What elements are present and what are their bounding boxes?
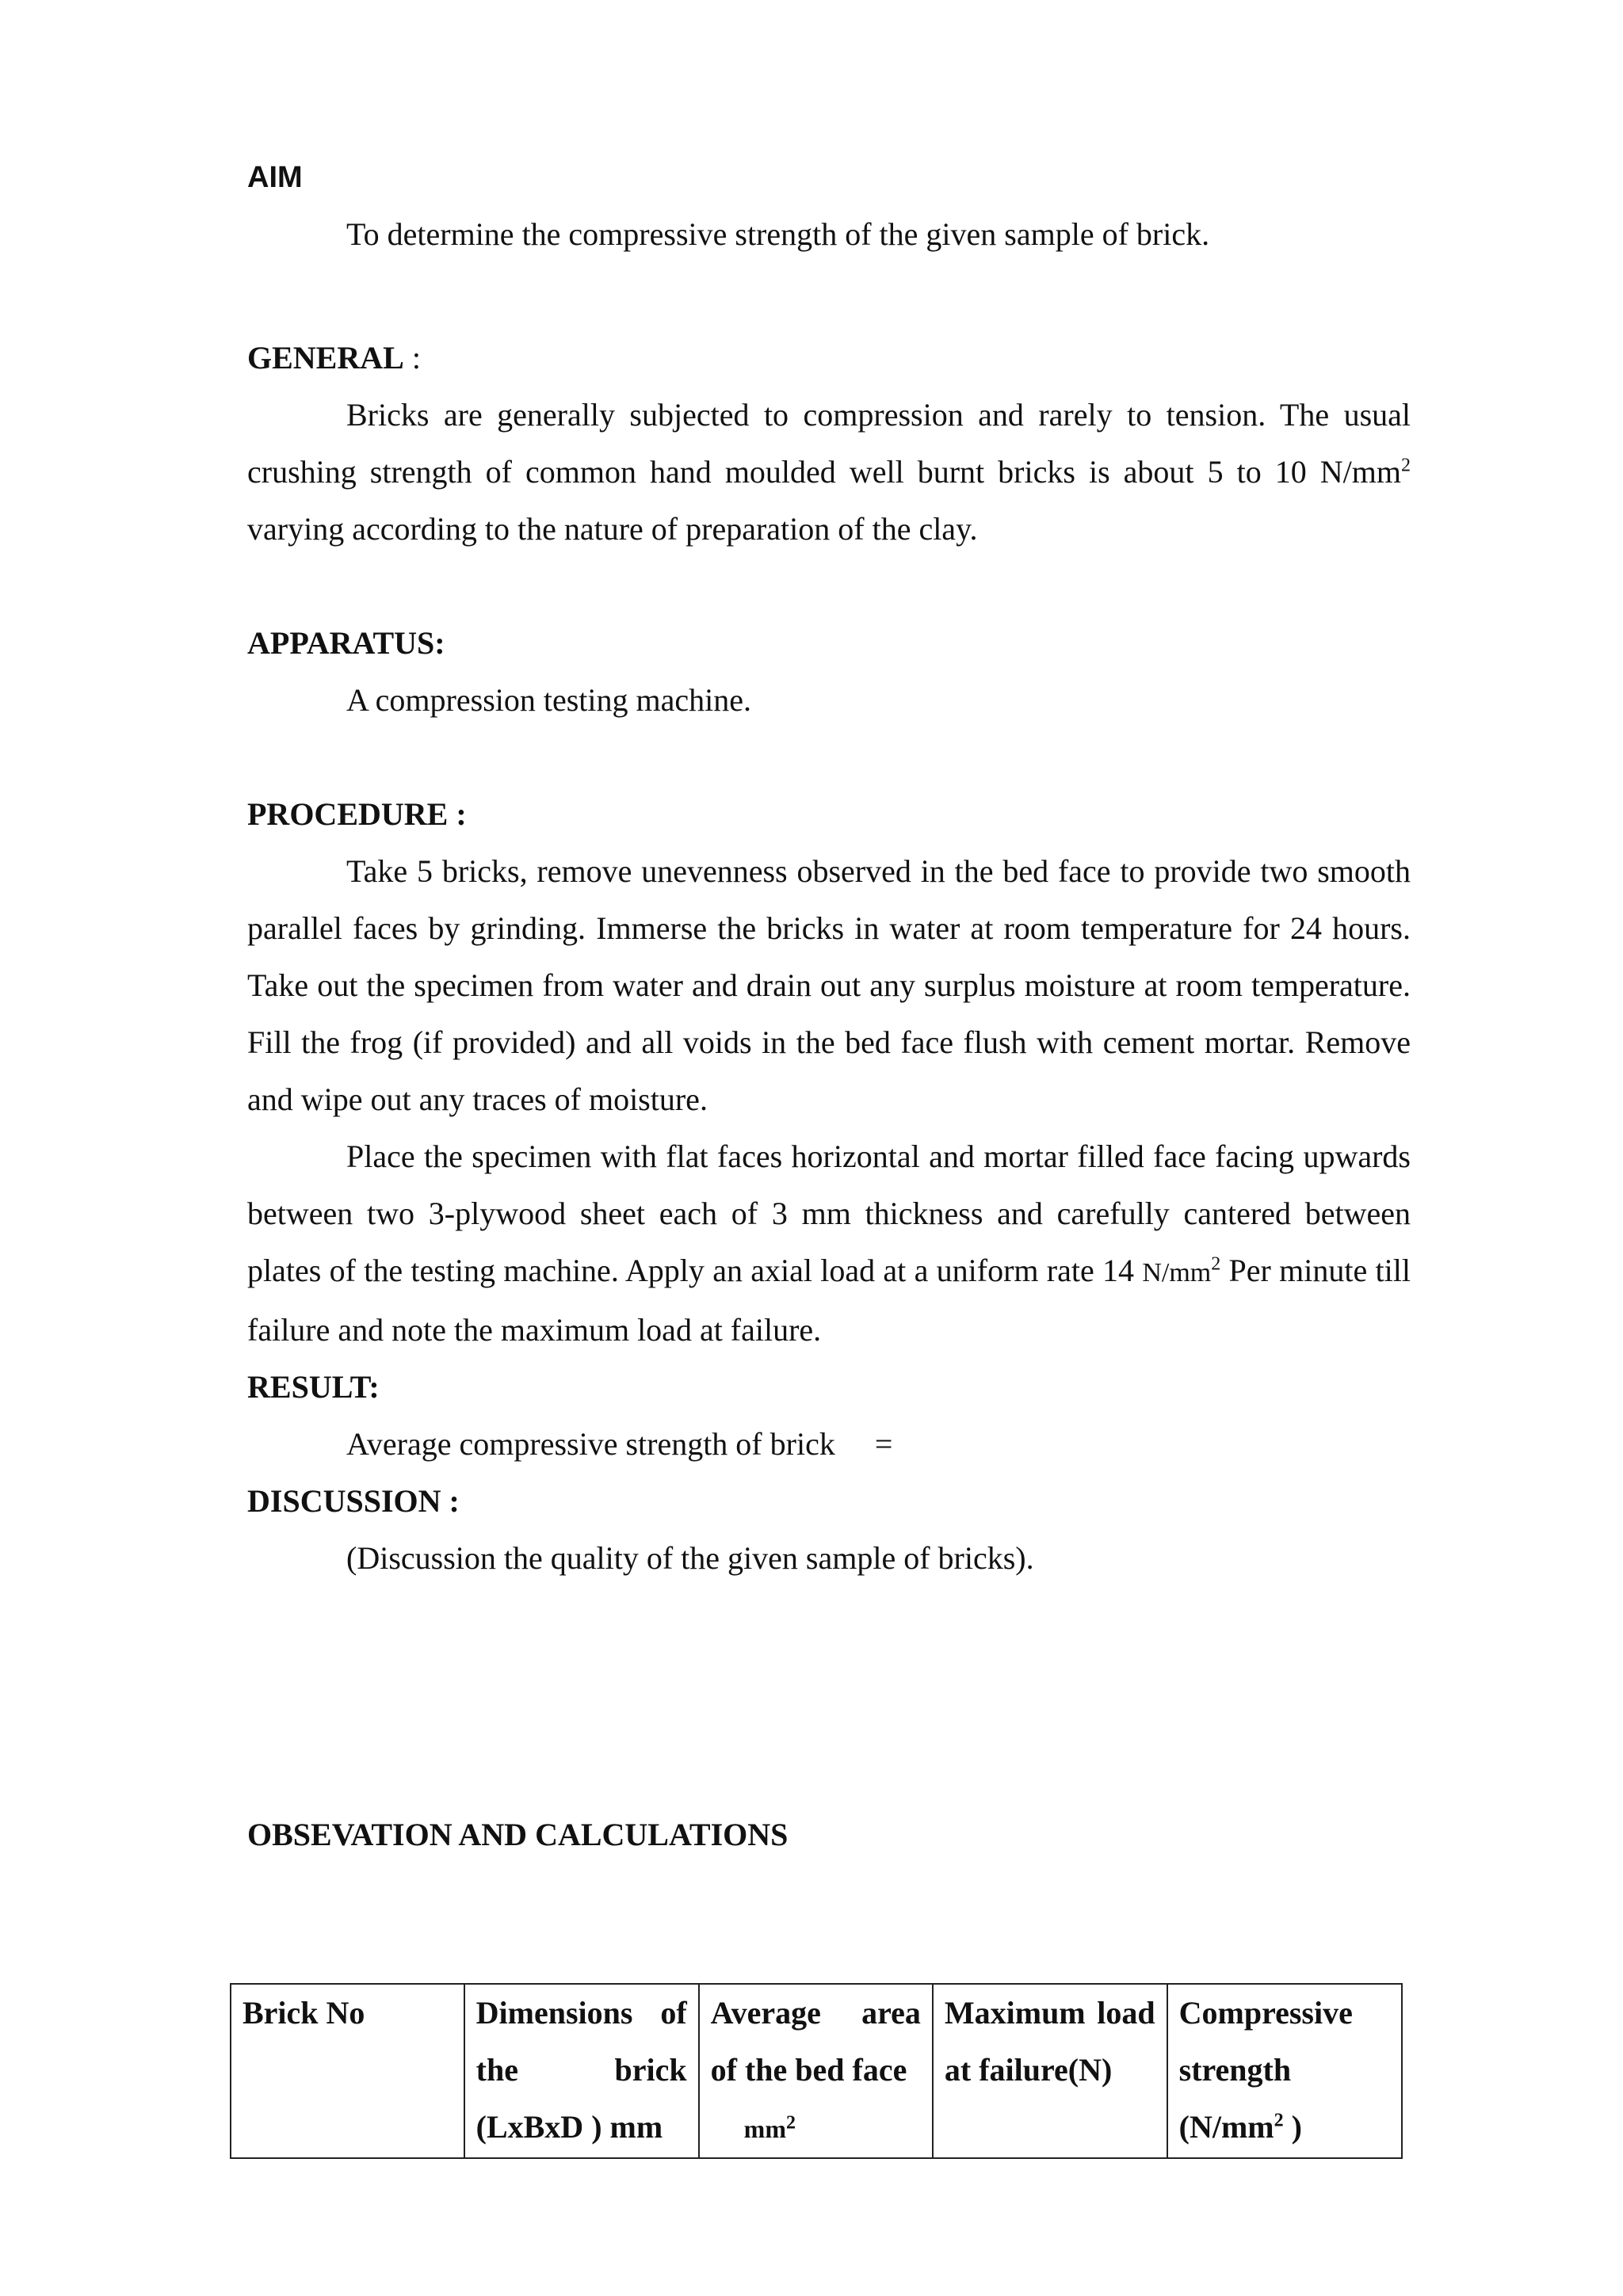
procedure-para-1: Take 5 bricks, remove unevenness observed in the bed face to provide two smooth parallel faces by grinding. Immerse the bricks in water at room temperature for 24 hours. Take out the specimen from water and drain out any surplus moisture at room temperature. Fill the frog (if provided) and all voids in the bed face flush with cement mortar. Remove and wipe out any traces of moisture.	[247, 853, 1411, 1117]
general-colon: :	[403, 340, 421, 376]
general-heading: GENERAL	[247, 340, 404, 376]
apparatus-section	[247, 615, 1411, 729]
table-header-compressive-strength-text: Compressive strength	[1178, 1995, 1353, 2088]
observation-table	[230, 1983, 1403, 2159]
strength-unit	[1179, 2109, 1302, 2145]
apparatus-text: A compression testing machine.	[346, 682, 752, 718]
observation-heading: OBSEVATION AND CALCULATIONS	[247, 1817, 789, 1852]
result-text: Average compressive strength of brick =	[346, 1426, 893, 1462]
table-header-brick-no: Brick No	[231, 1984, 464, 2158]
strength-unit-sup: 2	[1274, 2110, 1284, 2131]
general-text	[247, 387, 1411, 558]
strength-unit-text: (N/mm	[1178, 2109, 1274, 2145]
general-sup: 2	[1401, 455, 1411, 476]
procedure-sup: 2	[1211, 1253, 1221, 1275]
aim-heading: AIM	[247, 161, 303, 194]
general-heading-line	[247, 330, 1411, 387]
procedure-para-2-after: Per minute till failure and note the maximum load at failure.	[247, 1253, 1411, 1348]
apparatus-heading: APPARATUS:	[247, 625, 445, 661]
aim-section	[247, 149, 1411, 263]
observation-section	[247, 1806, 1411, 1863]
result-heading: RESULT:	[247, 1369, 380, 1405]
procedure-heading: PROCEDURE :	[247, 796, 467, 832]
procedure-unit: N/mm	[1142, 1258, 1212, 1287]
discussion-text: (Discussion the quality of the given sample of bricks).	[346, 1540, 1034, 1576]
table-header-dimensions: Dimensions of the brick (LxBxD ) mm	[464, 1984, 699, 2158]
discussion-heading: DISCUSSION :	[247, 1483, 460, 1519]
area-unit-text: mm	[743, 2115, 786, 2143]
procedure-para-2-main: Place the specimen with flat faces horizontal and mortar filled face facing upwards between two 3-plywood sheet each of 3 mm thickness and carefully cantered between plates of the testing machine. Apply an axial load at a uniform rate 14	[247, 1138, 1411, 1288]
aim-text: To determine the compressive strength of the given sample of brick.	[346, 216, 1210, 252]
table-header-average-area-unit	[711, 2112, 796, 2143]
general-section	[247, 330, 1411, 558]
table-header-row	[231, 1984, 1402, 2158]
table-header-average-area	[699, 1984, 933, 2158]
table-header-compressive-strength	[1167, 1984, 1402, 2158]
strength-unit-close: )	[1283, 2109, 1302, 2145]
general-text-after: varying according to the nature of preparation of the clay.	[247, 511, 978, 547]
area-unit-sup: 2	[785, 2112, 796, 2134]
table-header-maximum-load: Maximum load at failure(N)	[933, 1984, 1167, 2158]
procedure-para-2	[247, 1128, 1411, 1359]
procedure-section	[247, 786, 1411, 1587]
table-header-average-area-text: Average area of the bed face	[710, 1995, 921, 2088]
general-text-main: Bricks are generally subjected to compression and rarely to tension. The usual crushing strength of common hand moulded well burnt bricks is about 5 to 10 N/mm	[247, 397, 1411, 490]
